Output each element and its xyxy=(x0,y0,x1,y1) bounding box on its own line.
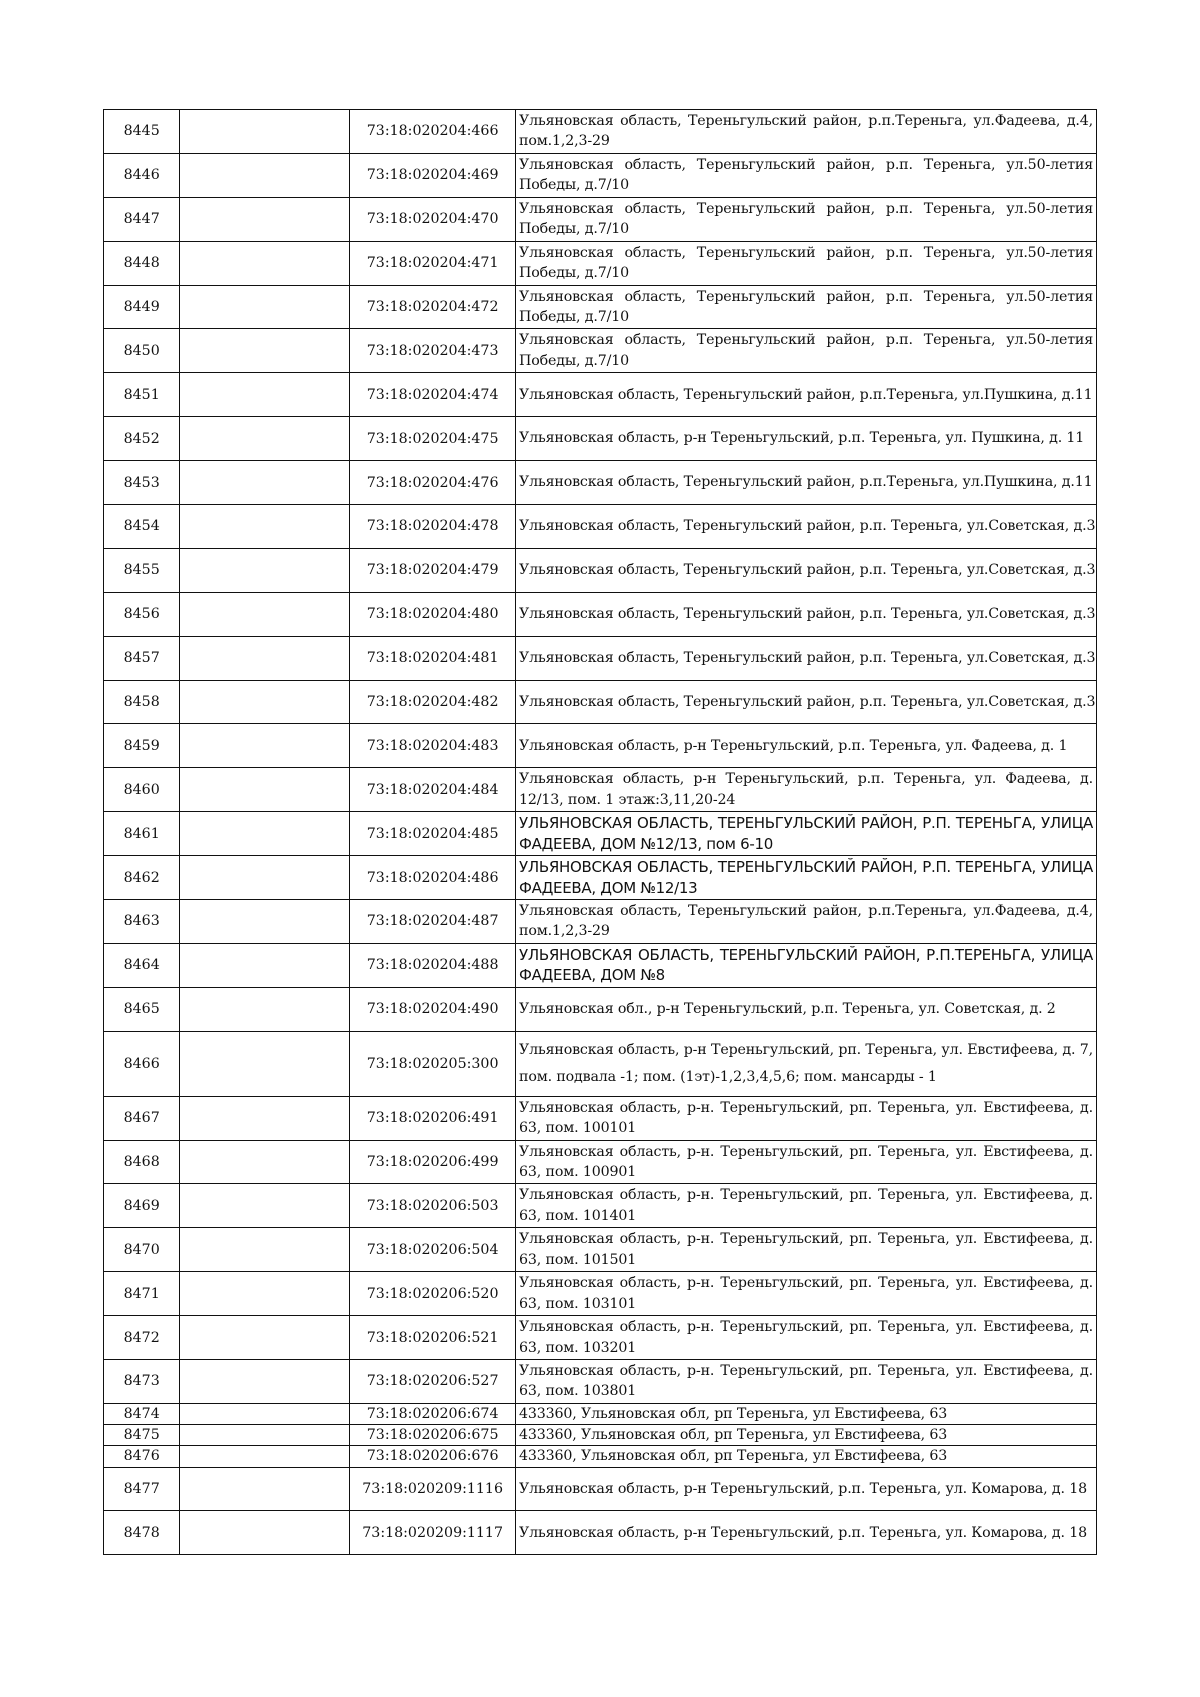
empty-cell xyxy=(180,197,350,241)
row-number-cell: 8445 xyxy=(104,110,180,154)
table-row xyxy=(104,505,1097,549)
address-cell: Ульяновская область, р-н. Тереньгульский, рп. Тереньга, ул. Евстифеева, д. 63, пом. 103801 xyxy=(516,1360,1097,1404)
table-row xyxy=(104,417,1097,461)
empty-cell xyxy=(180,241,350,285)
cadastral-number-cell: 73:18:020204:488 xyxy=(350,943,516,987)
cadastral-number-cell: 73:18:020209:1116 xyxy=(350,1467,516,1511)
table-row xyxy=(104,241,1097,285)
row-number-cell: 8446 xyxy=(104,153,180,197)
table-row xyxy=(104,1446,1097,1467)
table-row xyxy=(104,1360,1097,1404)
empty-cell xyxy=(180,1467,350,1511)
table-row xyxy=(104,1140,1097,1184)
table-row xyxy=(104,987,1097,1031)
table-row xyxy=(104,856,1097,900)
empty-cell xyxy=(180,1403,350,1424)
table-row xyxy=(104,812,1097,856)
row-number-cell: 8462 xyxy=(104,856,180,900)
row-number-cell: 8468 xyxy=(104,1140,180,1184)
empty-cell xyxy=(180,768,350,812)
row-number-cell: 8457 xyxy=(104,636,180,680)
row-number-cell: 8465 xyxy=(104,987,180,1031)
row-number-cell: 8456 xyxy=(104,592,180,636)
empty-cell xyxy=(180,548,350,592)
cadastral-number-cell: 73:18:020204:486 xyxy=(350,856,516,900)
table-row xyxy=(104,461,1097,505)
empty-cell xyxy=(180,1140,350,1184)
address-cell: Ульяновская область, Тереньгульский район, р.п. Тереньга, ул.Советская, д.3 xyxy=(516,592,1097,636)
empty-cell xyxy=(180,329,350,373)
table-row xyxy=(104,1403,1097,1424)
table-row xyxy=(104,1096,1097,1140)
cadastral-number-cell: 73:18:020206:504 xyxy=(350,1228,516,1272)
cadastral-number-cell: 73:18:020204:490 xyxy=(350,987,516,1031)
empty-cell xyxy=(180,1096,350,1140)
row-number-cell: 8464 xyxy=(104,943,180,987)
address-cell: 433360, Ульяновская обл, рп Тереньга, ул Евстифеева, 63 xyxy=(516,1446,1097,1467)
table-row xyxy=(104,636,1097,680)
table-row xyxy=(104,197,1097,241)
row-number-cell: 8453 xyxy=(104,461,180,505)
cadastral-number-cell: 73:18:020204:478 xyxy=(350,505,516,549)
cadastral-number-cell: 73:18:020204:481 xyxy=(350,636,516,680)
cadastral-number-cell: 73:18:020204:476 xyxy=(350,461,516,505)
address-cell: Ульяновская область, р-н. Тереньгульский, рп. Тереньга, ул. Евстифеева, д. 63, пом. 101501 xyxy=(516,1228,1097,1272)
empty-cell xyxy=(180,1184,350,1228)
row-number-cell: 8474 xyxy=(104,1403,180,1424)
empty-cell xyxy=(180,1425,350,1446)
cadastral-number-cell: 73:18:020206:503 xyxy=(350,1184,516,1228)
cadastral-number-cell: 73:18:020204:466 xyxy=(350,110,516,154)
cadastral-number-cell: 73:18:020204:475 xyxy=(350,417,516,461)
address-cell: Ульяновская область, Тереньгульский район, р.п.Тереньга, ул.Фадеева, д.4, пом.1,2,3-29 xyxy=(516,900,1097,944)
row-number-cell: 8458 xyxy=(104,680,180,724)
table-row xyxy=(104,680,1097,724)
address-cell: Ульяновская область, р-н. Тереньгульский, рп. Тереньга, ул. Евстифеева, д. 63, пом. 100101 xyxy=(516,1096,1097,1140)
table-row xyxy=(104,110,1097,154)
table-row xyxy=(104,943,1097,987)
address-cell: Ульяновская область, р-н Тереньгульский, р.п. Тереньга, ул. Фадеева, д. 1 xyxy=(516,724,1097,768)
row-number-cell: 8448 xyxy=(104,241,180,285)
address-cell: УЛЬЯНОВСКАЯ ОБЛАСТЬ, ТЕРЕНЬГУЛЬСКИЙ РАЙОН, Р.П. ТЕРЕНЬГА, УЛИЦА ФАДЕЕВА, ДОМ №12/13, пом 6-10 xyxy=(516,812,1097,856)
cadastral-number-cell: 73:18:020204:470 xyxy=(350,197,516,241)
cadastral-number-cell: 73:18:020204:471 xyxy=(350,241,516,285)
address-cell: Ульяновская область, Тереньгульский район, р.п. Тереньга, ул.50-летия Победы, д.7/10 xyxy=(516,197,1097,241)
address-cell: УЛЬЯНОВСКАЯ ОБЛАСТЬ, ТЕРЕНЬГУЛЬСКИЙ РАЙОН, Р.П.ТЕРЕНЬГА, УЛИЦА ФАДЕЕВА, ДОМ №8 xyxy=(516,943,1097,987)
cadastral-number-cell: 73:18:020204:469 xyxy=(350,153,516,197)
row-number-cell: 8449 xyxy=(104,285,180,329)
address-cell: Ульяновская область, р-н. Тереньгульский, рп. Тереньга, ул. Евстифеева, д. 63, пом. 103201 xyxy=(516,1316,1097,1360)
empty-cell xyxy=(180,1446,350,1467)
row-number-cell: 8466 xyxy=(104,1031,180,1096)
table-row xyxy=(104,768,1097,812)
empty-cell xyxy=(180,812,350,856)
row-number-cell: 8450 xyxy=(104,329,180,373)
cadastral-number-cell: 73:18:020204:474 xyxy=(350,373,516,417)
empty-cell xyxy=(180,153,350,197)
cadastral-number-cell: 73:18:020206:675 xyxy=(350,1425,516,1446)
cadastral-number-cell: 73:18:020204:480 xyxy=(350,592,516,636)
cadastral-number-cell: 73:18:020206:491 xyxy=(350,1096,516,1140)
cadastral-number-cell: 73:18:020204:485 xyxy=(350,812,516,856)
row-number-cell: 8471 xyxy=(104,1272,180,1316)
empty-cell xyxy=(180,592,350,636)
row-number-cell: 8476 xyxy=(104,1446,180,1467)
table-row xyxy=(104,373,1097,417)
empty-cell xyxy=(180,943,350,987)
cadastral-number-cell: 73:18:020204:483 xyxy=(350,724,516,768)
table-row xyxy=(104,1316,1097,1360)
row-number-cell: 8460 xyxy=(104,768,180,812)
cadastral-number-cell: 73:18:020204:484 xyxy=(350,768,516,812)
empty-cell xyxy=(180,373,350,417)
cadastral-number-cell: 73:18:020206:527 xyxy=(350,1360,516,1404)
cadastral-number-cell: 73:18:020206:676 xyxy=(350,1446,516,1467)
address-cell: Ульяновская область, р-н Тереньгульский, р.п. Тереньга, ул. Комарова, д. 18 xyxy=(516,1511,1097,1555)
row-number-cell: 8454 xyxy=(104,505,180,549)
table-row xyxy=(104,285,1097,329)
cadastral-number-cell: 73:18:020206:674 xyxy=(350,1403,516,1424)
empty-cell xyxy=(180,417,350,461)
address-cell: Ульяновская область, Тереньгульский район, р.п.Тереньга, ул.Пушкина, д.11 xyxy=(516,373,1097,417)
empty-cell xyxy=(180,461,350,505)
cadastral-number-cell: 73:18:020206:520 xyxy=(350,1272,516,1316)
address-cell: 433360, Ульяновская обл, рп Тереньга, ул Евстифеева, 63 xyxy=(516,1403,1097,1424)
row-number-cell: 8469 xyxy=(104,1184,180,1228)
register-body xyxy=(104,110,1097,1555)
address-cell: Ульяновская область, Тереньгульский район, р.п. Тереньга, ул.Советская, д.3 xyxy=(516,548,1097,592)
table-row xyxy=(104,592,1097,636)
row-number-cell: 8463 xyxy=(104,900,180,944)
address-cell: Ульяновская область, р-н Тереньгульский, р.п. Тереньга, ул. Комарова, д. 18 xyxy=(516,1467,1097,1511)
table-row xyxy=(104,153,1097,197)
table-row xyxy=(104,1031,1097,1096)
empty-cell xyxy=(180,636,350,680)
cadastral-number-cell: 73:18:020209:1117 xyxy=(350,1511,516,1555)
cadastral-number-cell: 73:18:020204:479 xyxy=(350,548,516,592)
row-number-cell: 8478 xyxy=(104,1511,180,1555)
empty-cell xyxy=(180,987,350,1031)
empty-cell xyxy=(180,1360,350,1404)
empty-cell xyxy=(180,856,350,900)
address-cell: Ульяновская область, р-н Тереньгульский, р.п. Тереньга, ул. Фадеева, д. 12/13, пом. 1 этаж:3,11,20-24 xyxy=(516,768,1097,812)
row-number-cell: 8459 xyxy=(104,724,180,768)
address-cell: УЛЬЯНОВСКАЯ ОБЛАСТЬ, ТЕРЕНЬГУЛЬСКИЙ РАЙОН, Р.П. ТЕРЕНЬГА, УЛИЦА ФАДЕЕВА, ДОМ №12/13 xyxy=(516,856,1097,900)
table-row xyxy=(104,1467,1097,1511)
address-cell: Ульяновская область, Тереньгульский район, р.п. Тереньга, ул.Советская, д.3 xyxy=(516,636,1097,680)
property-register-table xyxy=(103,109,1097,1555)
table-row xyxy=(104,900,1097,944)
empty-cell xyxy=(180,505,350,549)
address-cell: Ульяновская область, р-н. Тереньгульский, рп. Тереньга, ул. Евстифеева, д. 63, пом. 103101 xyxy=(516,1272,1097,1316)
row-number-cell: 8473 xyxy=(104,1360,180,1404)
empty-cell xyxy=(180,285,350,329)
row-number-cell: 8451 xyxy=(104,373,180,417)
address-cell: Ульяновская область, Тереньгульский район, р.п. Тереньга, ул.Советская, д.3 xyxy=(516,505,1097,549)
cadastral-number-cell: 73:18:020206:499 xyxy=(350,1140,516,1184)
row-number-cell: 8467 xyxy=(104,1096,180,1140)
empty-cell xyxy=(180,1316,350,1360)
table-row xyxy=(104,1272,1097,1316)
cadastral-number-cell: 73:18:020205:300 xyxy=(350,1031,516,1096)
table-row xyxy=(104,329,1097,373)
row-number-cell: 8447 xyxy=(104,197,180,241)
table-row xyxy=(104,1228,1097,1272)
address-cell: Ульяновская область, Тереньгульский район, р.п. Тереньга, ул.50-летия Победы, д.7/10 xyxy=(516,241,1097,285)
cadastral-number-cell: 73:18:020204:487 xyxy=(350,900,516,944)
cadastral-number-cell: 73:18:020204:473 xyxy=(350,329,516,373)
cadastral-number-cell: 73:18:020204:482 xyxy=(350,680,516,724)
row-number-cell: 8472 xyxy=(104,1316,180,1360)
address-cell: Ульяновская область, Тереньгульский район, р.п. Тереньга, ул.Советская, д.3 xyxy=(516,680,1097,724)
address-cell: Ульяновская область, Тереньгульский район, р.п.Тереньга, ул.Фадеева, д.4, пом.1,2,3-29 xyxy=(516,110,1097,154)
address-cell: Ульяновская область, р-н. Тереньгульский, рп. Тереньга, ул. Евстифеева, д. 63, пом. 101401 xyxy=(516,1184,1097,1228)
row-number-cell: 8461 xyxy=(104,812,180,856)
row-number-cell: 8452 xyxy=(104,417,180,461)
row-number-cell: 8477 xyxy=(104,1467,180,1511)
address-cell: Ульяновская обл., р-н Тереньгульский, р.п. Тереньга, ул. Советская, д. 2 xyxy=(516,987,1097,1031)
empty-cell xyxy=(180,1031,350,1096)
row-number-cell: 8475 xyxy=(104,1425,180,1446)
address-cell: Ульяновская область, р-н Тереньгульский, р.п. Тереньга, ул. Пушкина, д. 11 xyxy=(516,417,1097,461)
empty-cell xyxy=(180,724,350,768)
address-cell: Ульяновская область, Тереньгульский район, р.п. Тереньга, ул.50-летия Победы, д.7/10 xyxy=(516,285,1097,329)
address-cell: Ульяновская область, Тереньгульский район, р.п. Тереньга, ул.50-летия Победы, д.7/10 xyxy=(516,153,1097,197)
table-row xyxy=(104,548,1097,592)
empty-cell xyxy=(180,900,350,944)
address-cell: 433360, Ульяновская обл, рп Тереньга, ул Евстифеева, 63 xyxy=(516,1425,1097,1446)
empty-cell xyxy=(180,1272,350,1316)
row-number-cell: 8455 xyxy=(104,548,180,592)
empty-cell xyxy=(180,1228,350,1272)
address-cell: Ульяновская область, Тереньгульский район, р.п. Тереньга, ул.50-летия Победы, д.7/10 xyxy=(516,329,1097,373)
empty-cell xyxy=(180,110,350,154)
empty-cell xyxy=(180,680,350,724)
table-row xyxy=(104,1425,1097,1446)
address-cell: Ульяновская область, Тереньгульский район, р.п.Тереньга, ул.Пушкина, д.11 xyxy=(516,461,1097,505)
address-cell: Ульяновская область, р-н. Тереньгульский, рп. Тереньга, ул. Евстифеева, д. 63, пом. 100901 xyxy=(516,1140,1097,1184)
table-row xyxy=(104,1511,1097,1555)
cadastral-number-cell: 73:18:020204:472 xyxy=(350,285,516,329)
row-number-cell: 8470 xyxy=(104,1228,180,1272)
cadastral-number-cell: 73:18:020206:521 xyxy=(350,1316,516,1360)
empty-cell xyxy=(180,1511,350,1555)
table-row xyxy=(104,724,1097,768)
address-cell: Ульяновская область, р-н Тереньгульский, рп. Тереньга, ул. Евстифеева, д. 7, пом. подвала -1; пом. (1эт)-1,2,3,4,5,6; пом. мансарды - 1 xyxy=(516,1031,1097,1096)
table-row xyxy=(104,1184,1097,1228)
